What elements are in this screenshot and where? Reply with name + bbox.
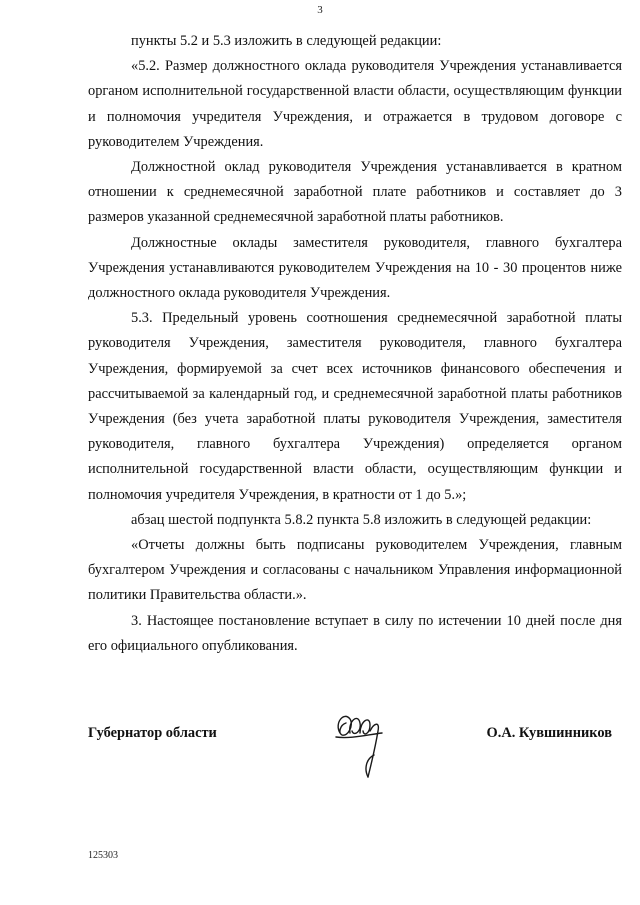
paragraph-5-2: «5.2. Размер должностного оклада руководителя Учреждения устанавливается органом исполнительной государственной власти области, осуществляющим функции и полномочия учредителя Учреждения, и отражается в трудовом договоре с руководителем Учреждения. [88, 58, 622, 150]
signature-block [88, 703, 622, 783]
page-number: 3 [317, 4, 323, 16]
paragraph-effective-date: 3. Настоящее постановление вступает в силу по истечении 10 дней после дня его официального опубликования. [88, 612, 622, 654]
paragraph-deputy-salaries: Должностные оклады заместителя руководителя, главного бухгалтера Учреждения устанавливаются руководителем Учреждения на 10 - 30 процентов ниже должностного оклада руководителя Учреждения. [88, 234, 622, 302]
paragraph-intro: пункты 5.2 и 5.3 изложить в следующей редакции: [131, 33, 442, 49]
paragraph-subclause-intro: абзац шестой подпункта 5.8.2 пункта 5.8 изложить в следующей редакции: [131, 511, 592, 528]
paragraph-salary-multiple: Должностной оклад руководителя Учреждения устанавливается в кратном отношении к среднемесячной заработной плате работников и составляет до 3 размеров указанной среднемесячной заработной платы работников. [88, 159, 622, 226]
paragraph-reports: «Отчеты должны быть подписаны руководителем Учреждения, главным бухгалтером Учреждения и согласованы с начальником Управления информационной политики Правительства области.». [88, 537, 622, 604]
signatory-position: Губернатор области [88, 725, 217, 741]
signatory-name: О.А. Кувшинников [486, 725, 612, 741]
document-body [88, 29, 622, 659]
handwritten-signature [330, 703, 390, 783]
document-code: 125303 [88, 850, 118, 861]
paragraph-5-3: 5.3. Предельный уровень соотношения среднемесячной заработной платы руководителя Учреждения, заместителя руководителя, главного бухгалтера Учреждения, формируемой за счет всех источников финансового обеспечения и рассчитываемой за календарный год, и среднемесячной заработной платы работников Учреждения (без учета заработной платы руководителя Учреждения, заместителя руководителя, главного бухгалтера Учреждения) определяется органом исполнительной государственной власти области, осуществляющим функции и полномочия учредителя Учреждения, в кратности от 1 до 5.»; [88, 310, 622, 503]
